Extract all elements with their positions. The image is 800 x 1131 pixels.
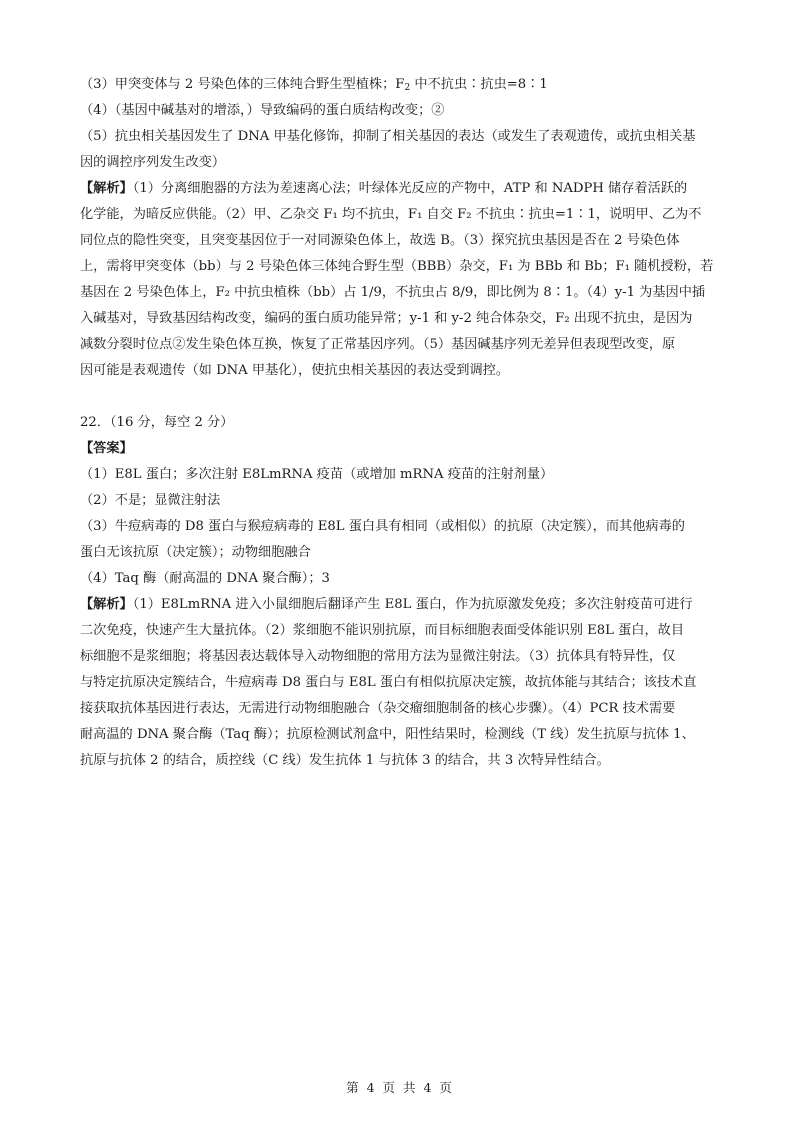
q22-answer-3-line-1: （3）牛痘病毒的 D8 蛋白与猴痘病毒的 E8L 蛋白具有相同（或相似）的抗原（决定簇），而其他病毒的 <box>80 519 685 534</box>
q22-analysis-line-6: 耐高温的 DNA 聚合酶（Taq 酶）；抗原检测试剂盒中，阳性结果时，检测线（T 线）发生抗原与抗体 1、 <box>80 727 695 742</box>
q21-analysis-line-2: 化学能，为暗反应供能。（2）甲、乙杂交 F₁ 均不抗虫，F₁ 自交 F₂ 不抗虫∶抗虫=1∶1，说明甲、乙为不 <box>80 207 702 222</box>
section-gap <box>80 384 724 410</box>
q21-analysis-line-8: 因可能是表观遗传（如 DNA 甲基化），使抗虫相关基因的表达受到调控。 <box>80 363 510 378</box>
analysis-tag: 【解析】 <box>80 181 133 196</box>
q22-answer-2: （2）不是；显微注射法 <box>80 493 221 508</box>
answer-tag: 【答案】 <box>80 441 133 456</box>
answer-content <box>80 72 724 774</box>
q22-analysis-line-7: 抗原与抗体 2 的结合，质控线（C 线）发生抗体 1 与抗体 3 的结合，共 3 次特异性结合。 <box>80 753 610 768</box>
q21-analysis-line-1: 【解析】（1）分离细胞器的方法为差速离心法；叶绿体光反应的产物中，ATP 和 NADPH 储存着活跃的 <box>80 181 688 196</box>
analysis-tag: 【解析】 <box>80 597 133 612</box>
q21-answer-5-line-1: （5）抗虫相关基因发生了 DNA 甲基化修饰，抑制了相关基因的表达（或发生了表观遗传，或抗虫相关基 <box>80 129 696 144</box>
q22-analysis-line-2: 二次免疫，快速产生大量抗体。（2）浆细胞不能识别抗原，而目标细胞表面受体能识别 E8L 蛋白，故目 <box>80 623 685 638</box>
page-footer: 第 4 页 共 4 页 <box>346 1080 454 1095</box>
q21-analysis-line-4: 上，需将甲突变体（bb）与 2 号染色体三体纯合野生型（BBB）杂交，F₁ 为 BBb 和 Bb；F₁ 随机授粉，若 <box>80 259 714 274</box>
q22-answer-3-line-2: 蛋白无该抗原（决定簇）；动物细胞融合 <box>80 545 311 560</box>
q21-analysis-line-7: 减数分裂时位点②发生染色体互换，恢复了正常基因序列。（5）基因碱基序列无差异但表现型改变，原 <box>80 337 676 352</box>
q21-analysis-line-5: 基因在 2 号染色体上，F₂ 中抗虫植株（bb）占 1/9，不抗虫占 8/9，即比例为 8∶1。（4）y-1 为基因中插 <box>80 285 706 300</box>
q22-heading: 22．（16 分，每空 2 分） <box>80 415 234 430</box>
q21-answer-4: （4）（基因中碱基对的增添，）导致编码的蛋白质结构改变；② <box>80 103 445 118</box>
q22-answer-4: （4）Taq 酶（耐高温的 DNA 聚合酶）；3 <box>80 571 330 586</box>
q22-analysis-line-3: 标细胞不是浆细胞；将基因表达载体导入动物细胞的常用方法为显微注射法。（3）抗体具有特异性，仅 <box>80 649 676 664</box>
q22-analysis-line-5: 接获取抗体基因进行表达，无需进行动物细胞融合（杂交瘤细胞制备的核心步骤）。（4）PCR 技术需要 <box>80 701 676 716</box>
q22-analysis-line-1: 【解析】（1）E8LmRNA 进入小鼠细胞后翻译产生 E8L 蛋白，作为抗原激发免疫；多次注射疫苗可进行 <box>80 597 693 612</box>
q21-analysis-line-6: 入碱基对，导致基因结构改变，编码的蛋白质功能异常；y-1 和 y-2 纯合体杂交，F₂ 出现不抗虫，是因为 <box>80 311 693 326</box>
q21-answer-5-line-2: 因的调控序列发生改变） <box>80 155 226 170</box>
q22-answer-1: （1）E8L 蛋白；多次注射 E8LmRNA 疫苗（或增加 mRNA 疫苗的注射剂量） <box>80 467 554 482</box>
q22-analysis-line-4: 与特定抗原决定簇结合，牛痘病毒 D8 蛋白与 E8L 蛋白有相似抗原决定簇，故抗体能与其结合；该技术直 <box>80 675 697 690</box>
q21-answer-3: （3）甲突变体与 2 号染色体的三体纯合野生型植株；$F_2$ 中不抗虫∶抗虫=8∶1 <box>80 77 548 93</box>
q21-analysis-line-3: 同位点的隐性突变，且突变基因位于一对同源染色体上，故选 B。（3）探究抗虫基因是否在 2 号染色体 <box>80 233 680 248</box>
